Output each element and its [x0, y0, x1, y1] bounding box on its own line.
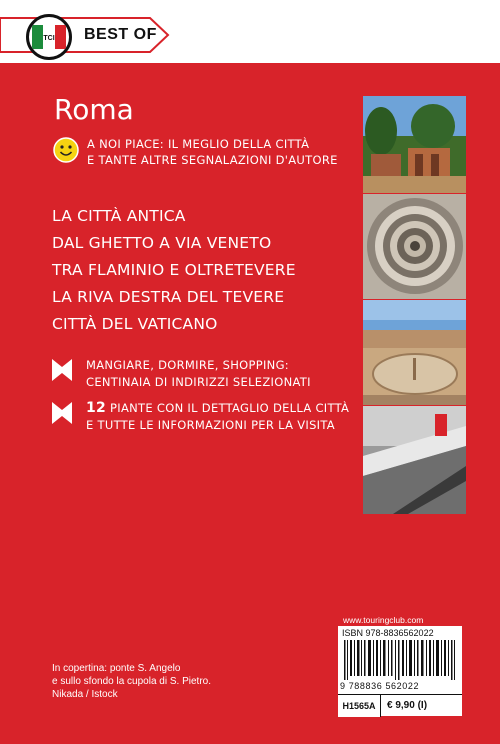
section-list [52, 203, 296, 338]
price: € 9,90 (I) [387, 700, 428, 711]
section-item: CITTÀ DEL VATICANO [52, 315, 218, 333]
product-code: H1565A [338, 695, 381, 717]
code-price-row [338, 694, 462, 717]
smiley-icon [53, 137, 79, 163]
series-label: BEST OF [84, 26, 157, 43]
spiral-staircase-photo [363, 194, 466, 299]
feature-number: 12 [86, 400, 107, 416]
feature-line-2: CENTINAIA DI INDIRIZZI SELEZIONATI [86, 375, 311, 389]
feature-line-1: MANGIARE, DORMIRE, SHOPPING: [86, 358, 289, 372]
isbn-text: ISBN 978-8836562022 [342, 628, 434, 638]
feature-text [86, 400, 349, 434]
credit-line-2: e sullo sfondo la cupola di S. Pietro. [52, 676, 211, 687]
book-title: Roma [54, 93, 134, 126]
band-edge [0, 63, 500, 67]
cover-credit [52, 662, 211, 701]
tagline-line-2: E TANTE ALTRE SEGNALAZIONI D'AUTORE [87, 153, 338, 167]
svg-text:TCI: TCI [43, 35, 55, 42]
st-peters-square-photo [363, 300, 466, 405]
modern-staircase-photo [363, 406, 466, 514]
publisher-url: www.touringclub.com [343, 615, 424, 625]
tagline-line-1: A NOI PIACE: IL MEGLIO DELLA CITTÀ [87, 137, 310, 151]
chevron-marker-icon [52, 359, 72, 381]
feature-line-2: E TUTTE LE INFORMAZIONI PER LA VISITA [86, 418, 335, 432]
photo-strip [363, 96, 466, 514]
barcode-number: 9 788836 562022 [340, 681, 420, 691]
section-item: LA RIVA DESTRA DEL TEVERE [52, 288, 285, 306]
barcode-box [338, 626, 462, 716]
credit-line-3: Nikada / Istock [52, 689, 118, 700]
tagline [87, 136, 338, 168]
section-item: TRA FLAMINIO E OLTRETEVERE [52, 261, 296, 279]
credit-line-1: In copertina: ponte S. Angelo [52, 663, 181, 674]
feature-text [86, 357, 311, 391]
feature-line-1: PIANTE CON IL DETTAGLIO DELLA CITTÀ [106, 401, 350, 415]
barcode-icon [342, 640, 458, 680]
section-item: DAL GHETTO A VIA VENETO [52, 234, 272, 252]
touring-club-logo-icon [26, 14, 72, 60]
chevron-marker-icon [52, 402, 72, 424]
roman-ruins-photo [363, 96, 466, 193]
section-item: LA CITTÀ ANTICA [52, 207, 186, 225]
